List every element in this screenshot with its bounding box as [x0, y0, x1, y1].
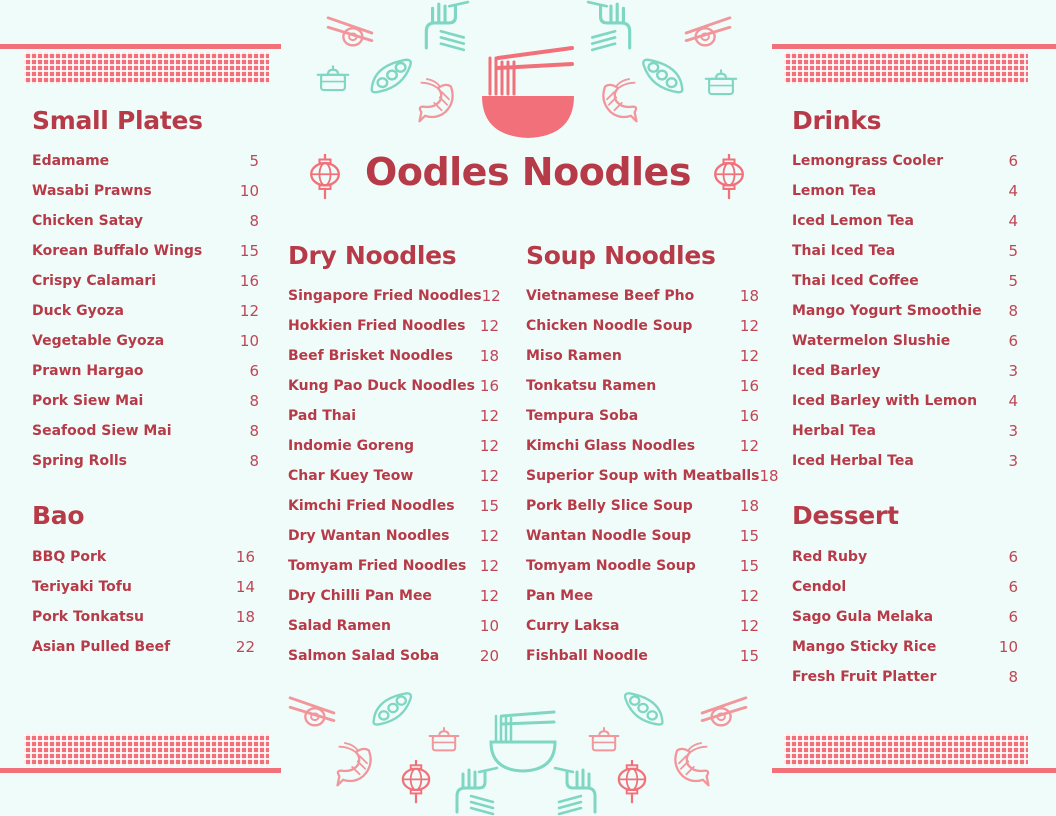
item-name: Tempura Soba	[526, 408, 639, 424]
drinks-list	[792, 146, 1018, 476]
item-price: 6	[1008, 548, 1018, 566]
item-name: Chicken Noodle Soup	[526, 318, 693, 334]
menu-item	[526, 371, 759, 401]
menu-item	[526, 431, 759, 461]
item-price: 18	[739, 287, 759, 305]
item-name: Miso Ramen	[526, 348, 622, 364]
item-name: Red Ruby	[792, 549, 868, 565]
item-name: Fishball Noodle	[526, 648, 648, 664]
menu-item	[288, 491, 499, 521]
menu-item	[792, 176, 1018, 206]
menu-item	[32, 416, 259, 446]
item-price: 6	[1008, 152, 1018, 170]
menu-item	[288, 461, 499, 491]
item-price: 6	[249, 362, 259, 380]
dry-noodles-list	[288, 281, 499, 671]
item-name: Mango Sticky Rice	[792, 639, 937, 655]
item-price: 12	[479, 437, 499, 455]
item-name: Herbal Tea	[792, 423, 876, 439]
item-price: 12	[481, 287, 501, 305]
item-price: 10	[239, 182, 259, 200]
item-price: 15	[479, 497, 499, 515]
item-price: 18	[235, 608, 255, 626]
menu-item	[792, 266, 1018, 296]
item-price: 12	[479, 467, 499, 485]
menu-item	[792, 542, 1018, 572]
bottom-right-band	[772, 768, 1056, 773]
edamame-icon	[370, 686, 416, 730]
chopsticks-sushi-icon	[288, 694, 336, 732]
item-price: 8	[1008, 302, 1018, 320]
lantern-icon	[614, 760, 650, 804]
item-name: Korean Buffalo Wings	[32, 243, 203, 259]
item-name: Wantan Noodle Soup	[526, 528, 692, 544]
item-price: 18	[479, 347, 499, 365]
item-name: Iced Lemon Tea	[792, 213, 914, 229]
menu-item	[32, 602, 255, 632]
item-name: Duck Gyoza	[32, 303, 124, 319]
item-name: Iced Herbal Tea	[792, 453, 914, 469]
item-price: 12	[739, 347, 759, 365]
item-name: Pad Thai	[288, 408, 356, 424]
menu-item	[526, 521, 759, 551]
item-name: Fresh Fruit Platter	[792, 669, 937, 685]
menu-item	[288, 431, 499, 461]
top-right-pattern	[784, 52, 1028, 84]
item-name: Singapore Fried Noodles	[288, 288, 482, 304]
menu-item	[792, 296, 1018, 326]
bao-heading: Bao	[32, 501, 85, 530]
item-price: 12	[479, 407, 499, 425]
chopsticks-sushi-icon	[326, 14, 374, 52]
item-name: Kimchi Glass Noodles	[526, 438, 696, 454]
item-name: Sago Gula Melaka	[792, 609, 934, 625]
item-price: 12	[479, 587, 499, 605]
menu-item	[32, 542, 255, 572]
menu-item	[32, 386, 259, 416]
item-name: Salad Ramen	[288, 618, 391, 634]
item-name: Mango Yogurt Smoothie	[792, 303, 982, 319]
menu-item	[526, 281, 759, 311]
menu-item	[526, 461, 779, 491]
item-price: 12	[479, 527, 499, 545]
menu-item	[792, 416, 1018, 446]
menu-item	[526, 491, 759, 521]
item-price: 3	[1008, 362, 1018, 380]
dessert-heading: Dessert	[792, 501, 899, 530]
menu-item	[526, 641, 759, 671]
shrimp-icon	[668, 742, 714, 790]
edamame-icon	[368, 52, 416, 98]
lantern-icon	[306, 154, 344, 200]
item-name: Indomie Goreng	[288, 438, 415, 454]
item-name: Iced Barley with Lemon	[792, 393, 978, 409]
item-price: 5	[1008, 272, 1018, 290]
item-price: 12	[479, 557, 499, 575]
item-name: BBQ Pork	[32, 549, 107, 565]
item-name: Pork Siew Mai	[32, 393, 144, 409]
menu-item	[288, 521, 499, 551]
item-price: 16	[235, 548, 255, 566]
item-name: Watermelon Slushie	[792, 333, 951, 349]
menu-item	[792, 356, 1018, 386]
item-name: Kung Pao Duck Noodles	[288, 378, 475, 394]
item-price: 4	[1008, 392, 1018, 410]
hand-noodles-icon	[586, 0, 638, 52]
item-price: 6	[1008, 578, 1018, 596]
item-name: Iced Barley	[792, 363, 881, 379]
item-price: 16	[739, 377, 759, 395]
shrimp-icon	[414, 78, 460, 126]
item-price: 18	[739, 497, 759, 515]
menu-item	[792, 446, 1018, 476]
menu-item	[32, 266, 259, 296]
hand-noodles-icon	[552, 766, 604, 816]
menu-item	[792, 326, 1018, 356]
hand-noodles-icon	[448, 766, 500, 816]
item-price: 15	[739, 647, 759, 665]
item-price: 12	[739, 617, 759, 635]
small-plates-heading: Small Plates	[32, 106, 203, 135]
bottom-left-band	[0, 768, 281, 773]
menu-item	[32, 446, 259, 476]
item-price: 10	[998, 638, 1018, 656]
item-name: Prawn Hargao	[32, 363, 144, 379]
top-left-pattern	[24, 52, 269, 84]
item-price: 10	[239, 332, 259, 350]
pot-icon	[428, 726, 460, 754]
edamame-icon	[638, 52, 686, 98]
menu-item	[526, 581, 759, 611]
item-name: Chicken Satay	[32, 213, 143, 229]
noodle-bowl-icon	[488, 708, 558, 774]
item-name: Pork Belly Slice Soup	[526, 498, 693, 514]
item-price: 4	[1008, 182, 1018, 200]
item-name: Teriyaki Tofu	[32, 579, 132, 595]
menu-item	[526, 341, 759, 371]
soup-noodles-heading: Soup Noodles	[526, 241, 716, 270]
menu-item	[288, 311, 499, 341]
item-name: Seafood Siew Mai	[32, 423, 172, 439]
pot-icon	[588, 726, 620, 754]
item-name: Asian Pulled Beef	[32, 639, 171, 655]
item-name: Pan Mee	[526, 588, 594, 604]
item-price: 4	[1008, 212, 1018, 230]
item-price: 22	[235, 638, 255, 656]
menu-item	[32, 326, 259, 356]
item-name: Lemon Tea	[792, 183, 877, 199]
dessert-list	[792, 542, 1018, 692]
item-price: 10	[479, 617, 499, 635]
menu-item	[32, 296, 259, 326]
menu-item	[792, 236, 1018, 266]
menu-item	[32, 146, 259, 176]
item-name: Dry Wantan Noodles	[288, 528, 450, 544]
item-price: 12	[739, 437, 759, 455]
bottom-right-pattern	[784, 734, 1028, 766]
item-price: 15	[239, 242, 259, 260]
menu-item	[792, 602, 1018, 632]
edamame-icon	[620, 686, 666, 730]
item-price: 20	[479, 647, 499, 665]
item-name: Lemongrass Cooler	[792, 153, 944, 169]
item-name: Edamame	[32, 153, 110, 169]
item-price: 16	[239, 272, 259, 290]
top-left-band	[0, 44, 281, 49]
item-name: Vegetable Gyoza	[32, 333, 165, 349]
item-name: Cendol	[792, 579, 847, 595]
item-price: 3	[1008, 422, 1018, 440]
item-price: 8	[1008, 668, 1018, 686]
small-plates-list	[32, 146, 259, 476]
menu-item	[32, 572, 255, 602]
item-name: Thai Iced Coffee	[792, 273, 919, 289]
item-name: Thai Iced Tea	[792, 243, 896, 259]
pot-icon	[316, 64, 350, 94]
item-price: 18	[759, 467, 779, 485]
menu-item	[288, 641, 499, 671]
item-price: 12	[239, 302, 259, 320]
bottom-left-pattern	[24, 734, 269, 766]
item-name: Char Kuey Teow	[288, 468, 414, 484]
item-price: 8	[249, 422, 259, 440]
item-name: Tomyam Fried Noodles	[288, 558, 467, 574]
item-price: 14	[235, 578, 255, 596]
shrimp-icon	[596, 78, 642, 126]
item-name: Crispy Calamari	[32, 273, 157, 289]
item-name: Salmon Salad Soba	[288, 648, 440, 664]
item-price: 16	[479, 377, 499, 395]
menu-item	[32, 236, 259, 266]
menu-item	[288, 281, 499, 311]
item-name: Pork Tonkatsu	[32, 609, 144, 625]
item-price: 12	[739, 587, 759, 605]
restaurant-title: Oodles Noodles	[365, 150, 691, 194]
item-name: Tomyam Noodle Soup	[526, 558, 696, 574]
item-price: 8	[249, 452, 259, 470]
item-price: 12	[739, 317, 759, 335]
item-name: Wasabi Prawns	[32, 183, 152, 199]
menu-item	[32, 356, 259, 386]
item-price: 16	[739, 407, 759, 425]
pot-icon	[704, 68, 738, 98]
drinks-heading: Drinks	[792, 106, 882, 135]
lantern-icon	[398, 760, 434, 804]
item-name: Tonkatsu Ramen	[526, 378, 657, 394]
noodle-bowl-icon	[478, 44, 578, 140]
item-name: Spring Rolls	[32, 453, 127, 469]
menu-item	[32, 206, 259, 236]
shrimp-icon	[332, 742, 378, 790]
menu-item	[288, 341, 499, 371]
hand-noodles-icon	[418, 0, 470, 52]
menu-item	[288, 611, 499, 641]
chopsticks-sushi-icon	[700, 694, 748, 732]
item-price: 12	[479, 317, 499, 335]
menu-item	[792, 146, 1018, 176]
item-price: 15	[739, 557, 759, 575]
menu-item	[792, 386, 1018, 416]
item-name: Dry Chilli Pan Mee	[288, 588, 432, 604]
dry-noodles-heading: Dry Noodles	[288, 241, 457, 270]
menu-item	[526, 311, 759, 341]
menu-item	[792, 572, 1018, 602]
item-name: Kimchi Fried Noodles	[288, 498, 455, 514]
menu-item	[288, 581, 499, 611]
menu-item	[288, 551, 499, 581]
item-price: 3	[1008, 452, 1018, 470]
item-price: 6	[1008, 608, 1018, 626]
item-price: 8	[249, 392, 259, 410]
menu-item	[526, 401, 759, 431]
menu-item	[288, 371, 499, 401]
menu-item	[32, 632, 255, 662]
item-price: 6	[1008, 332, 1018, 350]
menu-item	[792, 662, 1018, 692]
item-price: 5	[249, 152, 259, 170]
item-name: Beef Brisket Noodles	[288, 348, 453, 364]
menu-item	[288, 401, 499, 431]
top-right-band	[772, 44, 1056, 49]
menu-item	[792, 632, 1018, 662]
item-name: Superior Soup with Meatballs	[526, 468, 760, 484]
item-name: Curry Laksa	[526, 618, 620, 634]
menu-item	[32, 176, 259, 206]
item-price: 5	[1008, 242, 1018, 260]
bao-list	[32, 542, 255, 662]
chopsticks-sushi-icon	[684, 14, 732, 52]
item-price: 15	[739, 527, 759, 545]
item-name: Hokkien Fried Noodles	[288, 318, 466, 334]
item-name: Vietnamese Beef Pho	[526, 288, 695, 304]
soup-noodles-list	[526, 281, 779, 671]
menu-item	[792, 206, 1018, 236]
menu-item	[526, 611, 759, 641]
item-price: 8	[249, 212, 259, 230]
menu-item	[526, 551, 759, 581]
